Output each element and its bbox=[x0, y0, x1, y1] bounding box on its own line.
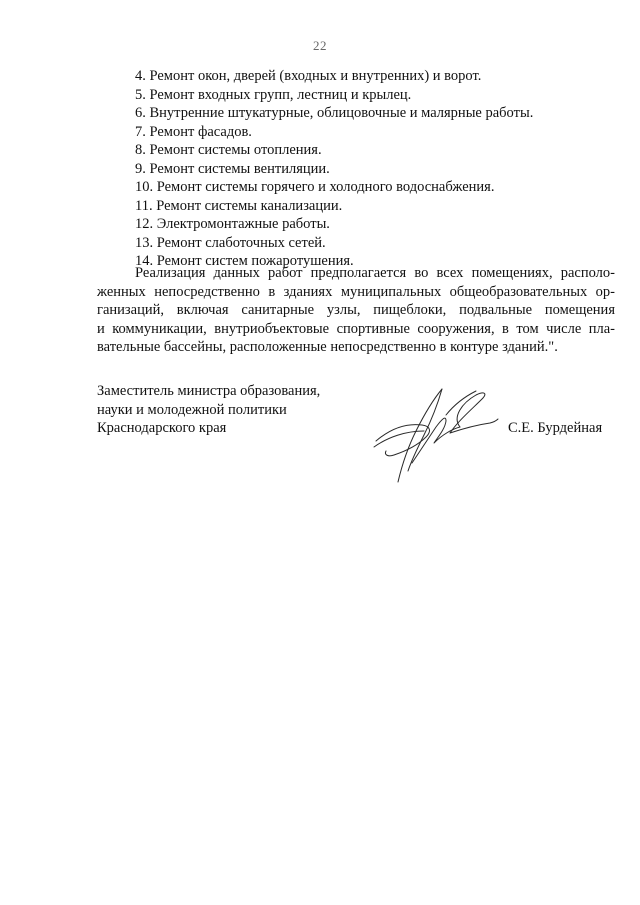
signatory-position bbox=[97, 382, 320, 438]
paragraph-line: женных непосредственно в зданиях муниципальных общеобразовательных ор- bbox=[97, 283, 615, 300]
list-item: 9. Ремонт системы вентиляции. bbox=[135, 160, 330, 177]
list-item: 5. Ремонт входных групп, лестниц и крылец. bbox=[135, 86, 412, 103]
list-item: 4. Ремонт окон, дверей (входных и внутренних) и ворот. bbox=[135, 68, 482, 84]
signatory-position-line: Краснодарского края bbox=[97, 420, 227, 436]
work-list bbox=[135, 67, 615, 271]
page-number: 22 bbox=[313, 38, 327, 53]
signatory-position-line: Заместитель министра образования, bbox=[97, 383, 321, 399]
paragraph-line: вательные бассейны, расположенные непосредственно в контуре зданий.". bbox=[97, 339, 558, 355]
paragraph-line: Реализация данных работ предполагается во всех помещениях, располо- bbox=[135, 265, 615, 281]
signatory-position-line: науки и молодежной политики bbox=[97, 401, 287, 418]
list-item: 10. Ремонт системы горячего и холодного водоснабжения. bbox=[135, 179, 495, 195]
list-item: 14. Ремонт систем пожаротушения. bbox=[135, 253, 354, 269]
body-paragraph bbox=[97, 264, 615, 357]
signatory-name: С.Е. Бурдейная bbox=[508, 420, 603, 436]
list-item: 8. Ремонт системы отопления. bbox=[135, 142, 322, 158]
list-item: 11. Ремонт системы канализации. bbox=[135, 197, 343, 214]
list-item: 6. Внутренние штукатурные, облицовочные и малярные работы. bbox=[135, 105, 534, 121]
list-item: 13. Ремонт слаботочных сетей. bbox=[135, 234, 326, 251]
handwritten-signature bbox=[372, 385, 502, 485]
list-item: 7. Ремонт фасадов. bbox=[135, 123, 252, 140]
paragraph-line: и коммуникации, внутриобъектовые спортивные сооружения, в том числе пла- bbox=[97, 320, 615, 337]
list-item: 12. Электромонтажные работы. bbox=[135, 216, 330, 232]
paragraph-line: ганизаций, включая санитарные узлы, пищеблоки, подвальные помещения bbox=[97, 302, 615, 318]
